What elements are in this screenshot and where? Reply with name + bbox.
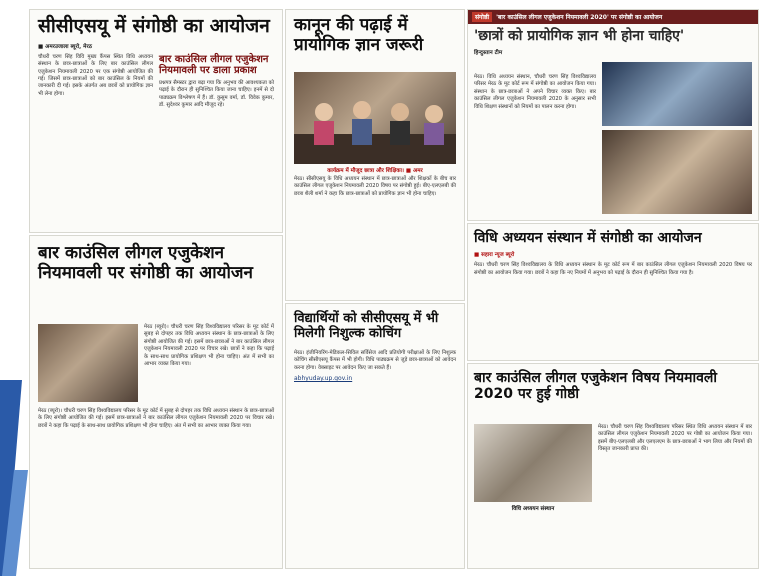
clip2-caption: कार्यक्रम में मौजूद छात्रा और शिक्षिका। ■ अमर	[327, 168, 423, 174]
clip7-caption: विधि अध्ययन संस्थान	[511, 506, 555, 512]
clip7-headline: बार काउंसिल लीगल एजुकेशन विषय नियमावली 2020 पर हुई गोष्ठी	[474, 370, 718, 403]
clip4-headline: बार काउंसिल लीगल एजुकेशन नियमावली पर संगोष्ठी का आयोजन	[38, 243, 253, 283]
clip5-website[interactable]: abhyuday.up.gov.in	[294, 375, 353, 383]
people-illustration	[294, 72, 456, 164]
clip1-sub-headline: बार काउंसिल लीगल एजुकेशन नियमावली पर डाला प्रकाश	[159, 53, 269, 77]
clip6-headline: विधि अध्ययन संस्थान में संगोष्ठी का आयोजन	[474, 230, 702, 246]
clip6-byline: ■ सहारा न्यूज ब्यूरो	[474, 252, 515, 259]
clip-students-practical	[468, 10, 758, 220]
clip-practical-knowledge	[286, 10, 464, 300]
clip5-text: मेरठ। इंजीनियरिंग-मेडिकल-सिविल सर्विसेज आदि प्रतियोगी परीक्षाओं के लिए निशुल्क कोचिंग सीसीएसयू कैंपस में भी होगी। विधि पाठ्यक्रम से जुड़े छात्र-छात्राओं को आवेदन करना होगा। वेबसाइट पर आवेदन किए जा सकते हैं।	[294, 349, 456, 371]
clip4-photo	[38, 324, 138, 402]
clip3-headline: 'छात्रों को प्रायोगिक ज्ञान भी होना चाहिए'	[474, 28, 685, 44]
seminar-photo	[294, 72, 456, 164]
clip1-text: चौधरी चरण सिंह विवि मुख्य कैंपस स्थित विधि अध्ययन संस्थान के छात्र-छात्राओं के लिए बार काउंसिल लीगल एजुकेशन नियमावली 2020 पर एक संगोष्ठी आयोजित की गई। जिसमें छात्र-छात्राओं को बार काउंसिल के नियमों की जानकारी दी गई। इसके अंतर्गत अब छात्रों को प्रायोगिक ज्ञान भी लेना होगा।	[38, 53, 153, 97]
clip3-photo-bottom	[602, 130, 752, 214]
clip3-text: मेरठ। विधि अध्ययन संस्थान, चौधरी चरण सिंह विश्वविद्यालय परिसर मेरठ के मूट कोर्ट रूम में संगोष्ठी का आयोजन किया गया। संस्थान के छात्र-छात्राओं ने अपने विचार व्यक्त किए। बार काउंसिल लीगल एजुकेशन नियमावली 2020 के अनुसार सभी विधि शिक्षण संस्थानों को नियमों का पालन करना होगा।	[474, 74, 596, 110]
clip2-headline: कानून की पढ़ाई में प्रायोगिक ज्ञान जरूरी	[294, 15, 424, 55]
clip6-text: मेरठ। चौधरी चरण सिंह विश्वविद्यालय के विधि अध्ययन संस्थान के मूट कोर्ट रूम में बार काउंसिल लीगल एजुकेशन नियमावली 2020 विषय पर संगोष्ठी का आयोजन किया गया। छात्रों ने कहा कि नए नियमों में अनुभव को पढ़ाई के दौरान ही सुनिश्चित किया गया है।	[474, 262, 752, 276]
clip3-photo-top	[602, 62, 752, 126]
clip4-text-continued: मेरठ (ब्यूरो)। चौधरी चरण सिंह विश्वविद्यालय परिसर के मूट कोर्ट में सुबह से दोपहर तक विधि अध्ययन संस्थान के छात्र-छात्राओं के लिए संगोष्ठी आयोजित की गई। इसमें छात्र-छात्राओं ने बार काउंसिल लीगल एजुकेशन नियमावली 2020 पर विचार रखे। छात्रों ने कहा कि पढ़ाई के साथ-साथ प्रायोगिक प्रशिक्षण भी होना चाहिए। अंत में सभी का आभार व्यक्त किया गया।	[38, 408, 274, 429]
clip-ccsu-seminar	[30, 10, 282, 232]
clip1-headline: सीसीएसयू में संगोष्ठी का आयोजन	[38, 15, 270, 37]
clip3-tag-title: 'बार काउंसिल लीगल एजुकेशन नियमावली 2020' पर संगोष्ठी का आयोजन	[496, 14, 663, 21]
clip3-tag: संगोष्ठी	[472, 12, 492, 22]
clip2-text: मेरठ। सीसीएसयू के विधि अध्ययन संस्थान में छात्र-छात्राओं और शिक्षकों के बीच बार काउंसिल लीगल एजुकेशन नियमावली 2020 विषय पर संगोष्ठी हुई। बीए-एलएलबी की छात्रा शैली शर्मा ने कहा कि छात्र-छात्राओं को प्रायोगिक ज्ञान भी होना चाहिए।	[294, 176, 456, 197]
clip4-text: मेरठ (ब्यूरो)। चौधरी चरण सिंह विश्वविद्यालय परिसर के मूट कोर्ट में सुबह से दोपहर तक विधि अध्ययन संस्थान के छात्र-छात्राओं के लिए संगोष्ठी आयोजित की गई। इसमें छात्र-छात्राओं ने बार काउंसिल लीगल एजुकेशन नियमावली 2020 पर विचार रखे। छात्रों ने कहा कि पढ़ाई के साथ-साथ प्रायोगिक प्रशिक्षण भी होना चाहिए। अंत में सभी का आभार व्यक्त किया गया।	[144, 324, 274, 368]
clip-bar-council-seminar	[30, 236, 282, 568]
clip-free-coaching	[286, 304, 464, 568]
clip1-sub-text: प्रश्नपत्र सैमस्टर द्वारा बढ़ा गया कि अनुभव की आवश्यकता को पढ़ाई के दौरान ही सुनिश्चित किया जाना चाहिए। इनमें से दो पाठ्यक्रम विश्लेषण में हैं। डॉ. कुसुम वर्मा, डॉ. विवेक कुमार, डॉ. सुदेश्वर कुमार आदि मौजूद रहे।	[159, 79, 274, 109]
clip-law-institute-seminar	[468, 224, 758, 360]
clip7-photo	[474, 424, 592, 502]
clip1-byline: ■ अमरउजाला ब्यूरो, मेरठ	[38, 43, 92, 50]
clip-seminar-2020	[468, 364, 758, 568]
clip5-headline: विद्यार्थियों को सीसीएसयू में भी मिलेगी निशुल्क कोचिंग	[294, 311, 439, 341]
clip3-byline: हिन्दुस्तान टीम	[474, 50, 503, 57]
clip7-text: मेरठ। चौधरी चरण सिंह विश्वविद्यालय परिसर स्थित विधि अध्ययन संस्थान में बार काउंसिल लीगल एजुकेशन नियमावली 2020 पर गोष्ठी का आयोजन किया गया। इसमें बीए-एलएलबी और एलएलएम के छात्र-छात्राओं ने भाग लिया और नियमों की विस्तृत जानकारी प्राप्त की।	[598, 424, 752, 453]
